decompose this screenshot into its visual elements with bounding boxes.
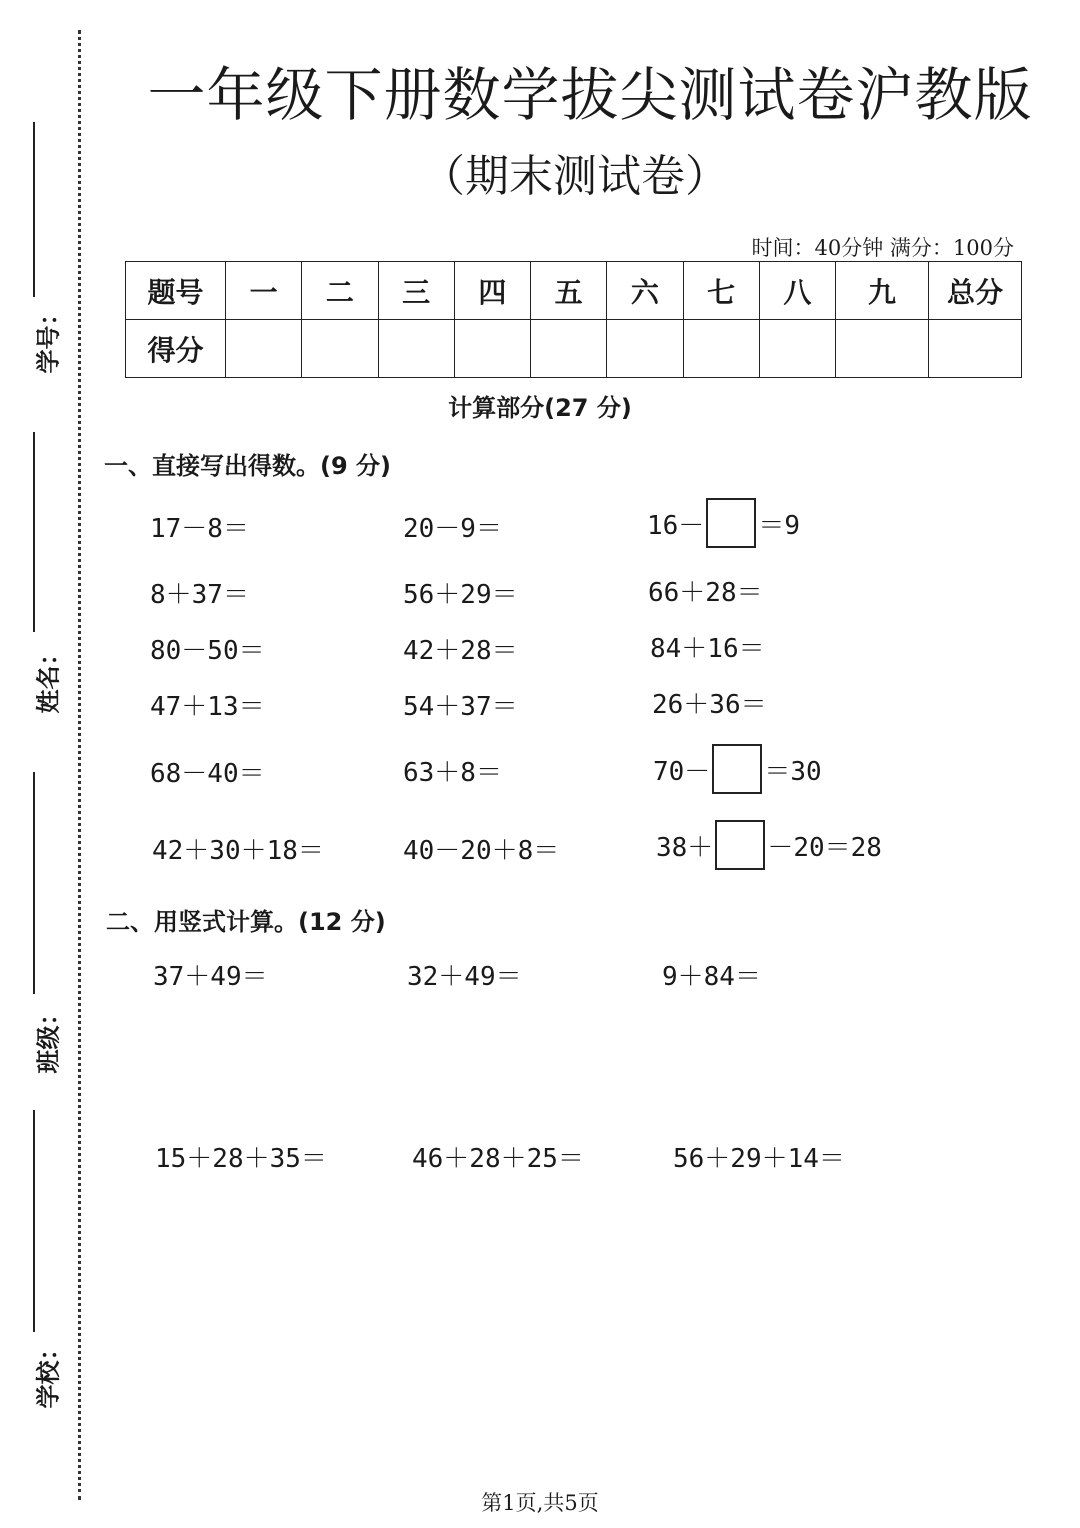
answer-box[interactable] — [715, 820, 765, 870]
score-header-cell: 八 — [759, 262, 835, 320]
problem-part: ＝30 — [764, 756, 822, 787]
problem: 9＋84＝ — [662, 962, 761, 992]
name-line — [33, 432, 35, 632]
section1-title: 一、直接写出得数。(9 分) — [104, 452, 391, 480]
page-title: 一年级下册数学拔尖测试卷沪教版 — [147, 61, 1033, 129]
problem: 26＋36＝ — [652, 690, 767, 720]
class-label: 班级： — [34, 1001, 63, 1074]
score-cell[interactable] — [454, 320, 530, 378]
problem: 17－8＝ — [150, 514, 249, 544]
score-cell[interactable] — [836, 320, 929, 378]
exam-meta: 时间：40分钟 满分：100分 — [751, 236, 1014, 260]
problem-with-blank — [656, 820, 882, 870]
answer-box[interactable] — [712, 744, 762, 794]
class-line — [33, 772, 35, 994]
score-header-cell: 总分 — [929, 262, 1022, 320]
problem: 80－50＝ — [150, 636, 265, 666]
problem: 8＋37＝ — [150, 580, 249, 610]
name-label: 姓名： — [34, 641, 63, 714]
problem: 56＋29＋14＝ — [673, 1144, 845, 1174]
score-header-cell: 一 — [226, 262, 302, 320]
problem-with-blank — [647, 498, 800, 548]
score-table — [125, 261, 1022, 378]
problem: 20－9＝ — [403, 514, 502, 544]
score-cell[interactable] — [226, 320, 302, 378]
section2-title: 二、用竖式计算。(12 分) — [106, 908, 386, 936]
answer-box[interactable] — [706, 498, 756, 548]
student-id-label: 学号： — [34, 301, 63, 374]
score-cell[interactable] — [683, 320, 759, 378]
score-header-cell: 四 — [454, 262, 530, 320]
score-header-cell: 三 — [378, 262, 454, 320]
page-footer: 第1页,共5页 — [481, 1491, 599, 1515]
problem: 84＋16＝ — [650, 634, 765, 664]
school-label: 学校： — [34, 1336, 63, 1409]
problem: 47＋13＝ — [150, 692, 265, 722]
problem-part: 16－ — [647, 510, 705, 541]
problem: 46＋28＋25＝ — [412, 1144, 584, 1174]
part-title: 计算部分(27 分) — [448, 394, 632, 422]
problem: 68－40＝ — [150, 759, 265, 789]
score-cell[interactable] — [607, 320, 683, 378]
score-header-cell: 题号 — [126, 262, 226, 320]
score-table-header-row — [126, 262, 1022, 320]
page-subtitle: （期末测试卷） — [421, 151, 729, 202]
binding-dotted-line — [78, 30, 81, 1500]
problem-part: －20＝28 — [767, 832, 882, 863]
score-cell[interactable] — [759, 320, 835, 378]
score-header-cell: 二 — [302, 262, 378, 320]
score-row-label: 得分 — [126, 320, 226, 378]
score-header-cell: 六 — [607, 262, 683, 320]
score-header-cell: 五 — [531, 262, 607, 320]
student-id-line — [33, 122, 35, 297]
problem-part: 38＋ — [656, 832, 714, 863]
score-table-score-row — [126, 320, 1022, 378]
problem: 32＋49＝ — [407, 962, 522, 992]
problem: 37＋49＝ — [153, 962, 268, 992]
score-cell[interactable] — [531, 320, 607, 378]
score-header-cell: 九 — [836, 262, 929, 320]
problem: 42＋30＋18＝ — [152, 836, 324, 866]
problem: 15＋28＋35＝ — [155, 1144, 327, 1174]
score-cell[interactable] — [929, 320, 1022, 378]
score-header-cell: 七 — [683, 262, 759, 320]
problem: 40－20＋8＝ — [403, 836, 560, 866]
school-line — [33, 1110, 35, 1332]
problem: 42＋28＝ — [403, 636, 518, 666]
score-cell[interactable] — [378, 320, 454, 378]
problem: 56＋29＝ — [403, 580, 518, 610]
problem-with-blank — [653, 744, 822, 794]
problem: 54＋37＝ — [403, 692, 518, 722]
problem: 66＋28＝ — [648, 578, 763, 608]
problem: 63＋8＝ — [403, 758, 502, 788]
problem-part: 70－ — [653, 756, 711, 787]
score-cell[interactable] — [302, 320, 378, 378]
problem-part: ＝9 — [758, 510, 800, 541]
